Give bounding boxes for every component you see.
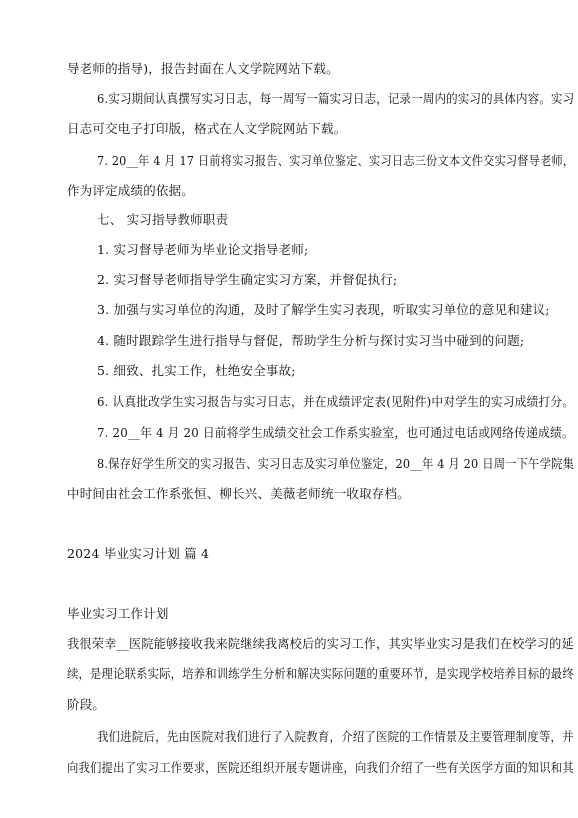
section-heading: 七、 实习指导教师职责 — [97, 212, 229, 227]
list-item: 6. 认真批改学生实习报告与实习日志，并在成绩评定表(见附件)中对学生的实习成绩打分。 — [97, 394, 575, 409]
part-title: 2024 毕业实习计划 篇 4 — [67, 546, 210, 561]
list-item: 2. 实习督导老师指导学生确定实习方案，并督促执行; — [97, 272, 398, 287]
list-item: 4. 随时跟踪学生进行指导与督促，帮助学生分析与探讨实习当中碰到的问题; — [97, 333, 525, 348]
text-line: 我们进院后，先由医院对我们进行了入院教育，介绍了医院的工作情景及主要管理制度等，并 — [97, 729, 574, 744]
list-item: 5. 细致、扎实工作，杜绝安全事故; — [97, 363, 296, 378]
text-line: 中时间由社会工作系张恒、柳长兴、美薇老师统一收取存档。 — [67, 486, 410, 501]
text-line: 我很荣幸__医院能够接收我来院继续我离校后的实习工作，其实毕业实习是我们在校学习的延 — [67, 636, 574, 651]
text-line: 向我们提出了实习工作要求，医院还组织开展专题讲座，向我们介绍了一些有关医学方面的知识和其 — [67, 760, 574, 775]
text-line: 作为评定成绩的依据。 — [67, 183, 195, 198]
text-line: 8.保存好学生所交的实习报告、实习日志及实习单位鉴定，20__年 4 月 20 日周一下午学院集 — [97, 456, 575, 471]
text-line: 6.实习期间认真撰写实习日志，每一周写一篇实习日志，记录一周内的实习的具体内容。实习 — [97, 91, 575, 106]
text-line: 7. 20__年 4 月 17 日前将实习报告、实习单位鉴定、实习日志三份文本文件交实习督导老师， — [97, 153, 575, 168]
text-line: 导老师的指导)，报告封面在人文学院网站下载。 — [67, 61, 339, 76]
text-line: 阶段。 — [67, 697, 106, 712]
list-item: 1. 实习督导老师为毕业论文指导老师; — [97, 242, 309, 257]
list-item: 3. 加强与实习单位的沟通，及时了解学生实习表现，听取实习单位的意见和建议; — [97, 302, 550, 317]
plan-title: 毕业实习工作计划 — [67, 606, 169, 621]
text-line: 日志可交电子打印版，格式在人文学院网站下载。 — [67, 121, 347, 136]
text-line: 续，是理论联系实际，培养和训练学生分析和解决实际问题的重要环节，是实现学校培养目标的最终 — [67, 666, 574, 681]
list-item: 7. 20__年 4 月 20 日前将学生成绩交社会工作系实验室，也可通过电话或网络传递成绩。 — [97, 425, 574, 440]
